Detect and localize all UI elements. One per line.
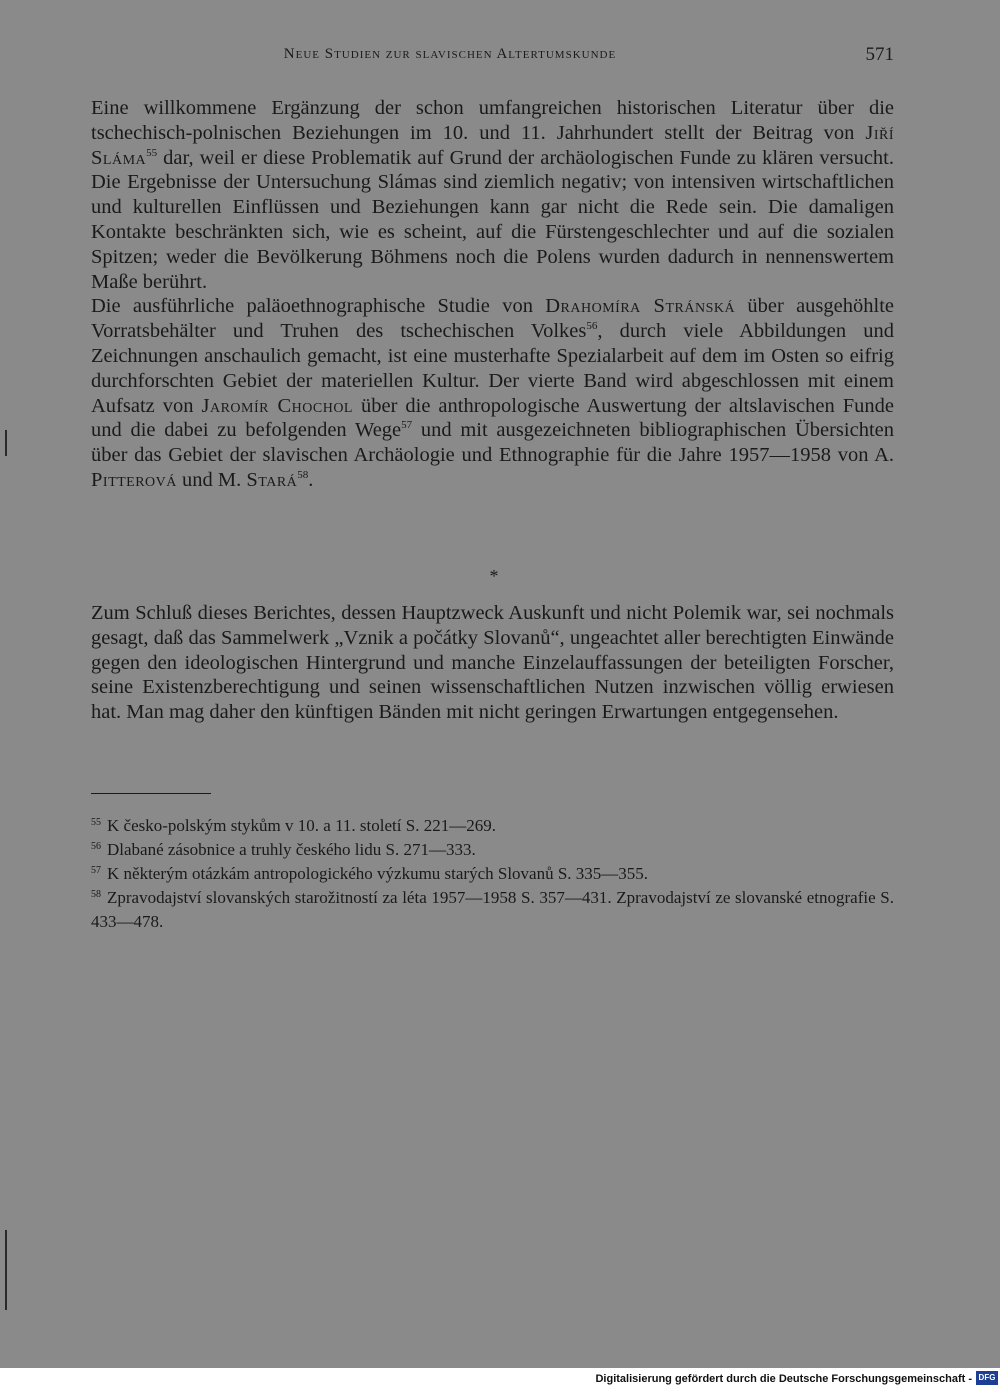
footnote-text: Dlabané zásobnice a truhly českého lidu S. 271—333.	[107, 840, 476, 859]
running-title: Neue Studien zur slavischen Altertumskunde	[283, 46, 617, 62]
footnotes	[91, 814, 894, 934]
author-name: Drahomíra Stránská	[545, 295, 736, 318]
paragraph-text: und M.	[176, 468, 247, 491]
page-number: 571	[865, 44, 894, 65]
paragraph-slama	[91, 96, 894, 294]
footnote-text: K česko-polským stykům v 10. a 11. století S. 221—269.	[107, 816, 496, 835]
dfg-logo: DFG	[976, 1371, 998, 1385]
author-name: Pitterová	[91, 468, 177, 491]
paragraph-text: Die ausführliche paläoethnographische Studie von	[91, 295, 546, 318]
footnote-57	[91, 862, 894, 886]
footnote-text: K některým otázkám antropologického výzkumu starých Slovanů S. 335—355.	[107, 864, 649, 883]
closing-text-block	[91, 601, 894, 725]
footnote-mark: 58	[91, 889, 101, 900]
footnote-reference: 57	[401, 419, 413, 432]
footnote-reference: 55	[146, 146, 158, 159]
paragraph-text: Eine willkommene Ergänzung der schon umfangreichen historischen Literatur über die tschechisch-polnischen Beziehungen im 10. und 11. Jahrhundert stellt der Beitrag von	[91, 97, 894, 144]
paragraph-text: dar, weil er diese Problematik auf Grund der archäologischen Funde zu klären versucht. Die Ergebnisse der Untersuchung Slámas sind ziemlich negativ; von intensiven wirtschaftlichen und kulturellen Einflüssen und Beziehungen kann gar nicht die Rede sein. Die damaligen Kontakte beschränkten sich, wie es scheint, auf die Fürstengeschlechter und auf die sozialen Spitzen; weder die Bevölkerung Böhmens noch die Polens wurden dadurch in nennenswertem Maße berührt.	[91, 146, 894, 293]
paragraph-text: über die anthropologische Auswertung der altslavischen Funde und die dabei zu befolgenden Wege	[91, 394, 894, 442]
author-name: Stará	[246, 468, 298, 491]
main-text-block	[91, 96, 894, 493]
section-separator: *	[489, 566, 499, 586]
author-name: Jaromír Chochol	[201, 394, 353, 417]
paragraph-text: und mit ausgezeichneten bibliographischen Übersichten über das Gebiet der slavischen Archäologie und Ethnographie für die Jahre 1957—1958 von A.	[91, 419, 894, 467]
footnote-rule	[91, 793, 211, 794]
margin-mark	[5, 1230, 7, 1310]
footnote-reference: 58	[297, 468, 309, 481]
paragraph-stranska	[91, 294, 894, 492]
paragraph-text: über ausgehöhlte Vorratsbehälter und Truhen des tschechischen Volkes	[91, 295, 894, 343]
margin-mark	[5, 430, 7, 456]
paragraph-conclusion: Zum Schluß dieses Berichtes, dessen Hauptzweck Auskunft und nicht Polemik war, sei nochmals gesagt, daß das Sammelwerk „Vznik a počátky Slovanů“, ungeachtet aller berechtigten Einwände gegen den ideologischen Hintergrund und manche Einzelauffassungen der beteiligten Forscher, seine Existenzberechtigung und seinen wissenschaftlichen Nutzen inzwischen völlig erwiesen hat. Man mag daher den künftigen Bänden mit nicht geringen Erwartungen entgegensehen.	[91, 602, 894, 724]
footnote-mark: 56	[91, 841, 101, 852]
footnote-56	[91, 838, 894, 862]
footnote-mark: 57	[91, 865, 101, 876]
paragraph-text: , durch viele Abbildungen und Zeichnungen anschaulich gemacht, ist eine musterhafte Spezialarbeit auf dem im Osten so eifrig durchforschten Gebiet der materiellen Kultur. Der vierte Band wird abgeschlossen mit einem Aufsatz von	[91, 320, 894, 417]
footnote-55	[91, 814, 894, 838]
footnote-mark: 55	[91, 817, 101, 828]
paragraph-text: .	[308, 468, 314, 491]
footnote-58	[91, 886, 894, 934]
footnote-reference: 56	[586, 320, 598, 333]
author-name: Jiří Sláma	[91, 121, 894, 169]
funding-note: Digitalisierung gefördert durch die Deutsche Forschungsgemeinschaft -	[595, 1373, 972, 1385]
footnote-text: Zpravodajství slovanských starožitností za léta 1957—1958 S. 357—431. Zpravodajství ze slovanské etnografie S. 433—478.	[91, 888, 894, 931]
